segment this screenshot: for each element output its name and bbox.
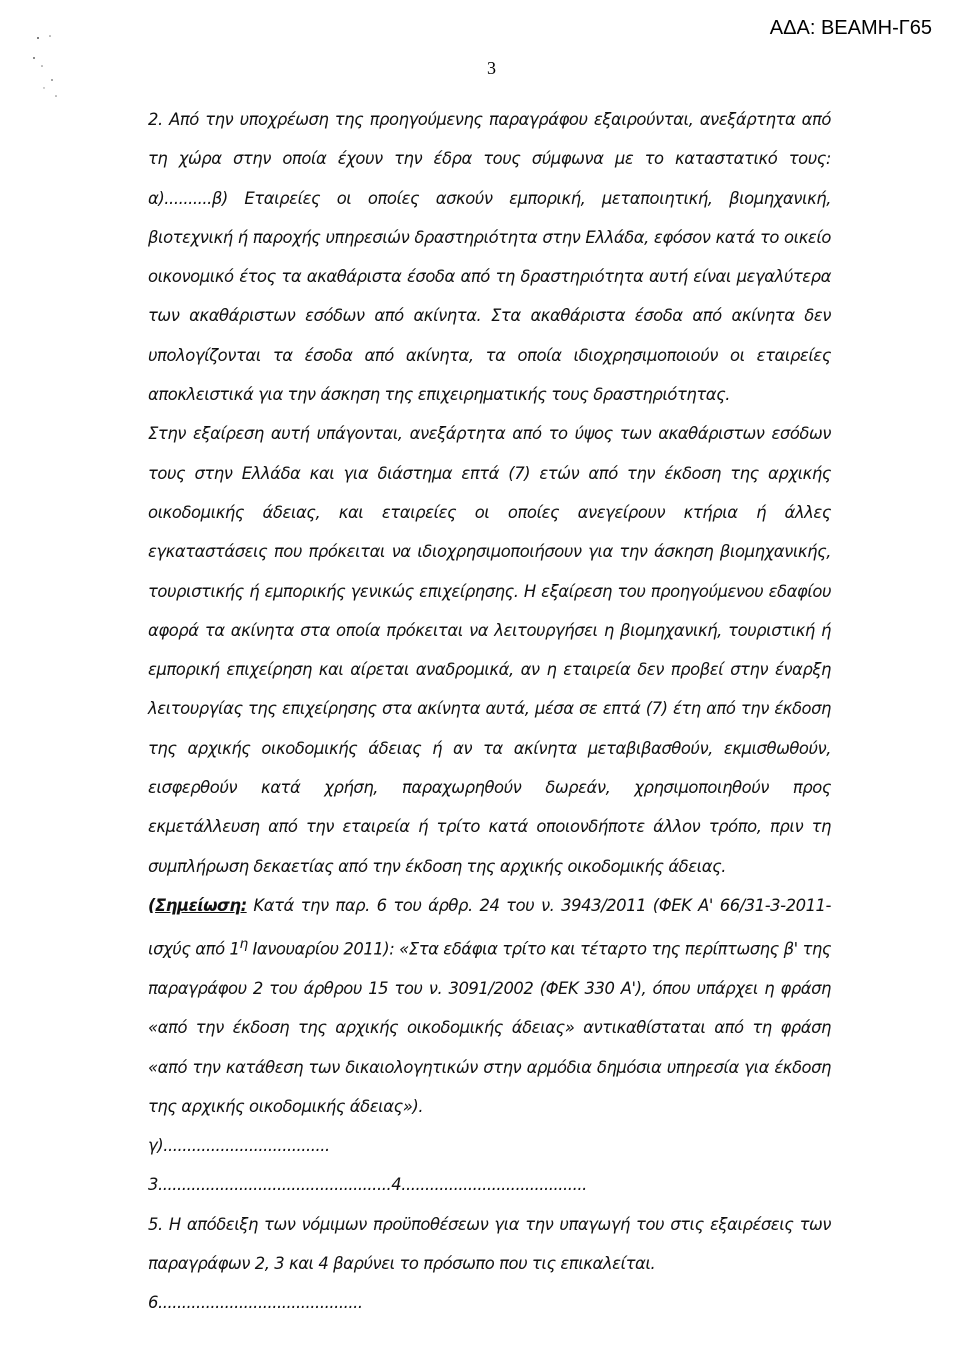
paragraph-exemption: Στην εξαίρεση αυτή υπάγονται, ανεξάρτητα από το ύψος των ακαθάριστων εσόδων τους στην Ελλάδα και για διάστημα επτά (7) ετών από την έκδοση της αρχικής οικοδομικής άδειας, και εταιρείες οι οποίες ανεγείρουν κτήρια ή άλλες εγκαταστάσεις που πρόκειται να ιδιοχρησιμοποιήσουν για την άσκηση βιομηχανικής, τουριστικής ή εμπορικής γενικώς επιχείρησης. Η εξαίρεση του προηγούμενου εδαφίου αφορά τα ακίνητα στα οποία πρόκειται να λειτουργήσει η βιομηχανική, τουριστική ή εμπορική επιχείρηση και αίρεται αναδρομικά, αν η εταιρεία δεν προβεί στην έναρξη λειτουργίας της επιχείρησης στα ακίνητα αυτά, μέσα σε επτά (7) έτη από την έκδοση της αρχικής οικοδομικής άδειας ή αν τα ακίνητα μεταβιβασθούν, εκμισθωθούν, εισφερθούν κατά χρήση, παραχωρηθούν δωρεάν, χρησιμοποιηθούν προς εκμετάλλευση από την εταιρεία ή τρίτο κατά οποιονδήποτε άλλον τρόπο, πριν τη συμπλήρωση δεκαετίας από την έκδοση της αρχικής οικοδομικής άδειας.	[148, 424, 831, 876]
item-6: 6...........................................	[148, 1293, 363, 1313]
note-text-part-1: Κατά την παρ. 6 του άρθρ. 24 του ν. 3943/2011 (ΦΕΚ Α' 66/31-3-2011-ισχύς από 1	[148, 895, 831, 959]
note-paragraph	[148, 886, 831, 1126]
ada-code: ΑΔΑ: ΒΕΑΜΗ-Γ65	[769, 17, 932, 39]
note-superscript: η	[239, 936, 248, 953]
item-gamma: γ)...................................	[148, 1136, 330, 1156]
page-number: 3	[487, 58, 496, 78]
note-open-paren: (	[148, 895, 156, 915]
note-text-part-2: Ιανουαρίου 2011): «Στα εδάφια τρίτο και τέταρτο της περίπτωσης β' της παραγράφου 2 του άρθρου 15 του ν. 3091/2002 (ΦΕΚ 330 Α'), όπου υπάρχει η φράση «από την έκδοση της αρχικής οικοδομικής άδειας» αντικαθίσταται από τη φράση «από την κατάθεση των δικαιολογητικών στην αρμόδια δημόσια υπηρεσία για έκδοση της αρχικής οικοδομικής άδειας»).	[148, 939, 831, 1116]
items-3-4: 3.................................................4.......................................	[148, 1175, 587, 1195]
scan-specks	[30, 30, 90, 110]
document-body	[148, 100, 831, 1323]
paragraph-2: 2. Από την υποχρέωση της προηγούμενης παραγράφου εξαιρούνται, ανεξάρτητα από τη χώρα στην οποία έχουν την έδρα τους σύμφωνα με το καταστατικό τους: α)..........β) Εταιρείες οι οποίες ασκούν εμπορική, μεταποιητική, βιομηχανική, βιοτεχνική ή παροχής υπηρεσιών δραστηριότητα στην Ελλάδα, εφόσον κατά το οικείο οικονομικό έτος τα ακαθάριστα έσοδα από τη δραστηριότητα αυτή είναι μεγαλύτερα των ακαθάριστων εσόδων από ακίνητα. Στα ακαθάριστα έσοδα από ακίνητα δεν υπολογίζονται τα έσοδα από ακίνητα, τα οποία ιδιοχρησιμοποιούν οι εταιρείες αποκλειστικά για την άσκηση της επιχειρηματικής τους δραστηριότητας.	[148, 110, 831, 405]
note-label: Σημείωση:	[155, 895, 247, 915]
paragraph-5: 5. Η απόδειξη των νόμιμων προϋποθέσεων για την υπαγωγή του στις εξαιρέσεις των παραγράφων 2, 3 και 4 βαρύνει το πρόσωπο που τις επικαλείται.	[148, 1214, 831, 1274]
